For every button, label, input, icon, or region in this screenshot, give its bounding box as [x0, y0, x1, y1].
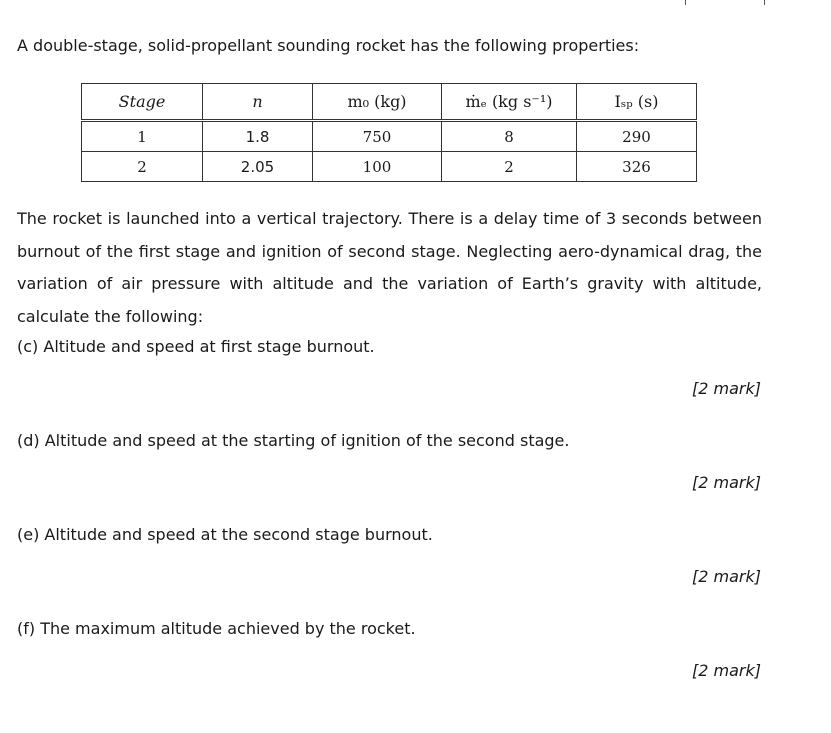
table-header-row: [82, 84, 697, 121]
table-row: [82, 121, 697, 152]
header-m0: m₀ (kg): [313, 84, 442, 121]
cell-n: 1.8: [203, 121, 313, 152]
cell-n: 2.05: [203, 152, 313, 182]
question-f: (f) The maximum altitude achieved by the rocket.: [17, 619, 416, 638]
cell-isp: 326: [577, 152, 697, 182]
cell-stage: 1: [82, 121, 203, 152]
cell-stage: 2: [82, 152, 203, 182]
header-n: n: [203, 84, 313, 121]
cell-me: 8: [442, 121, 577, 152]
paragraph-line: variation of air pressure with altitude and the variation of Earth’s gravity with altitude,: [17, 274, 762, 293]
header-isp: Iₛₚ (s): [577, 84, 697, 121]
mark-c: [2 mark]: [692, 379, 761, 398]
header-me: ṁₑ (kg s⁻¹): [442, 84, 577, 121]
rocket-properties-table: [81, 83, 697, 182]
cell-m0: 750: [313, 121, 442, 152]
problem-description: [17, 203, 762, 333]
header-stage: Stage: [82, 84, 203, 121]
paragraph-line: burnout of the first stage and ignition of second stage. Neglecting aero-dynamical drag, the: [17, 241, 762, 261]
question-e: (e) Altitude and speed at the second stage burnout.: [17, 525, 433, 544]
question-d: (d) Altitude and speed at the starting of ignition of the second stage.: [17, 431, 570, 450]
question-c: (c) Altitude and speed at first stage burnout.: [17, 337, 375, 356]
mark-e: [2 mark]: [692, 567, 761, 586]
intro-text: A double-stage, solid-propellant sounding rocket has the following properties:: [17, 36, 640, 55]
cell-me: 2: [442, 152, 577, 182]
table-row: [82, 152, 697, 182]
paragraph-line: calculate the following:: [17, 306, 204, 326]
mark-f: [2 mark]: [692, 661, 761, 680]
paragraph-line: The rocket is launched into a vertical trajectory. There is a delay time of 3 seconds between: [17, 209, 762, 228]
mark-d: [2 mark]: [692, 473, 761, 492]
cell-isp: 290: [577, 121, 697, 152]
cell-m0: 100: [313, 152, 442, 182]
top-bracket-mark: [685, 0, 765, 6]
